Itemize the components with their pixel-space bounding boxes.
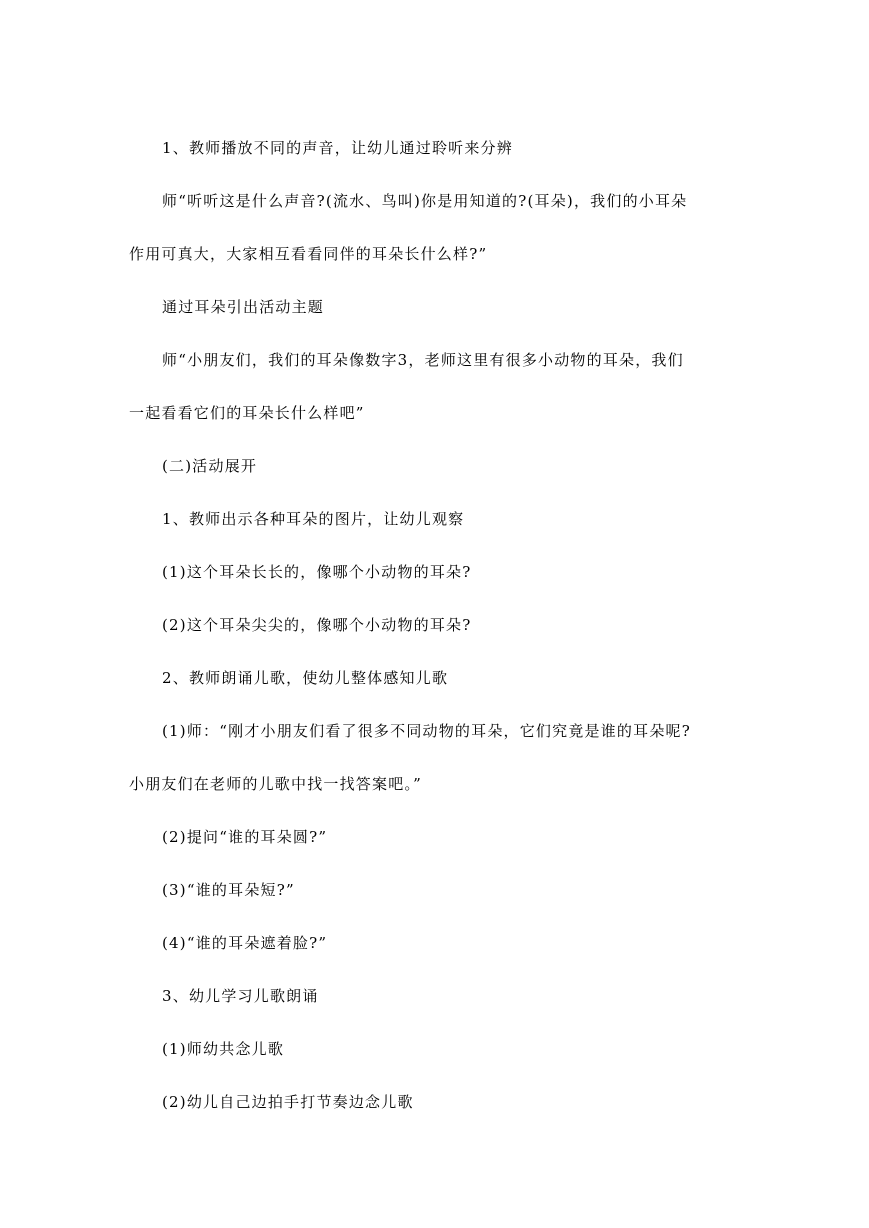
paragraph-line: (1)师幼共念儿歌	[162, 1040, 285, 1058]
paragraph-line: 作用可真大，大家相互看看同伴的耳朵长什么样?”	[129, 245, 488, 263]
paragraph-line: (4)“谁的耳朵遮着脸?”	[162, 934, 328, 952]
paragraph-line: (1)这个耳朵长长的，像哪个小动物的耳朵?	[162, 563, 472, 581]
paragraph-line: (2)这个耳朵尖尖的，像哪个小动物的耳朵?	[162, 616, 472, 634]
paragraph-line: 师“听听这是什么声音?(流水、鸟叫)你是用知道的?(耳朵)，我们的小耳朵	[162, 192, 688, 210]
paragraph-line: (3)“谁的耳朵短?”	[162, 881, 295, 899]
paragraph-line: 师“小朋友们，我们的耳朵像数字3，老师这里有很多小动物的耳朵，我们	[162, 351, 684, 369]
paragraph-line: 3、幼儿学习儿歌朗诵	[162, 987, 319, 1005]
paragraph-line: 通过耳朵引出活动主题	[162, 298, 325, 316]
paragraph-line: 1、教师出示各种耳朵的图片，让幼儿观察	[162, 510, 465, 528]
paragraph-line: (2)幼儿自己边拍手打节奏边念儿歌	[162, 1093, 414, 1111]
paragraph-line: 一起看看它们的耳朵长什么样吧”	[129, 404, 365, 422]
paragraph-line: (2)提问“谁的耳朵圆?”	[162, 828, 328, 846]
paragraph-line: 2、教师朗诵儿歌，使幼儿整体感知儿歌	[162, 669, 449, 687]
section-heading: (二)活动展开	[162, 457, 258, 475]
paragraph-line: (1)师：“刚才小朋友们看了很多不同动物的耳朵，它们究竟是谁的耳朵呢?	[162, 722, 691, 740]
paragraph-line: 小朋友们在老师的儿歌中找一找答案吧。”	[129, 775, 422, 793]
paragraph-line: 1、教师播放不同的声音，让幼儿通过聆听来分辨	[162, 139, 513, 157]
